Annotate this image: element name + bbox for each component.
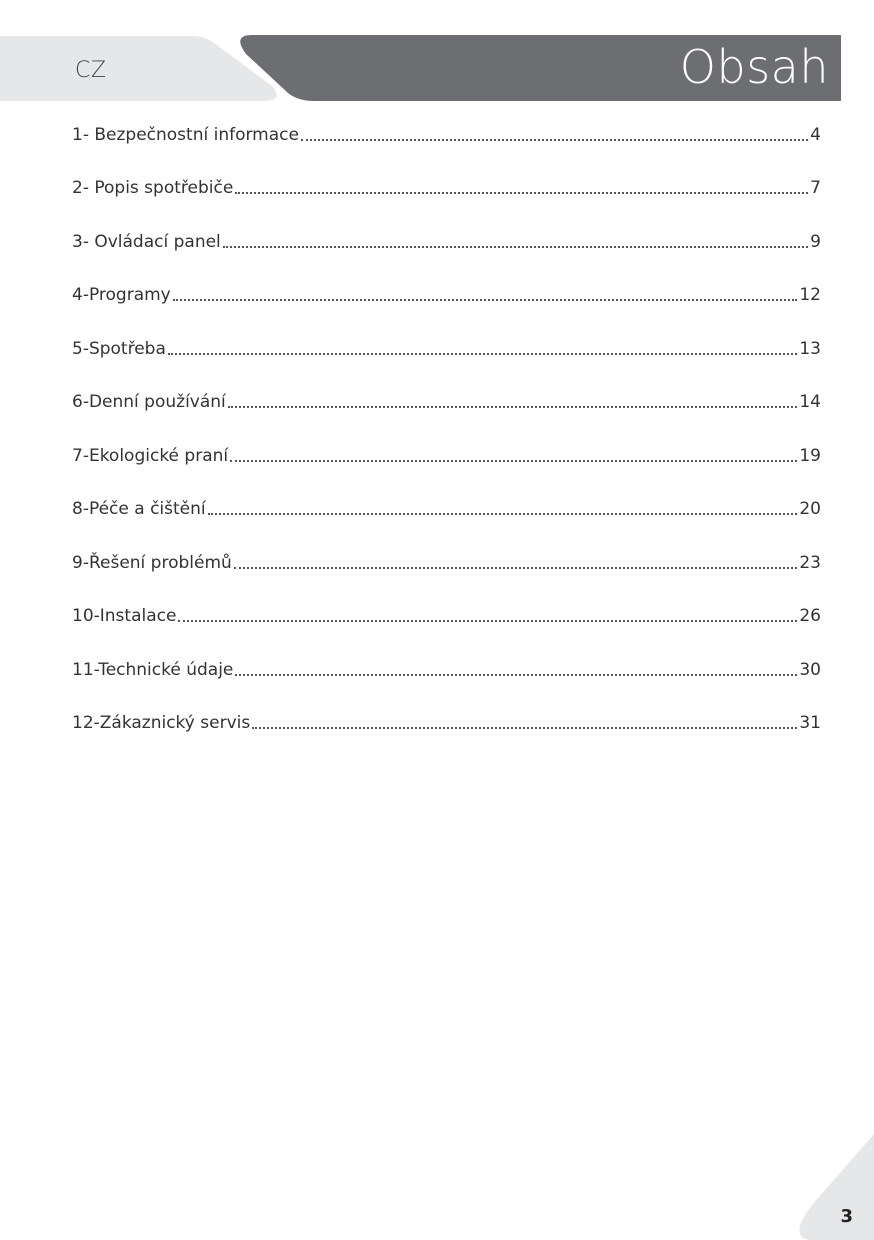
toc-entry-6[interactable]: [72, 387, 821, 441]
toc-entry-page: 13: [799, 338, 821, 359]
toc-entry-page: 26: [799, 606, 821, 626]
toc-entry-1[interactable]: [72, 119, 821, 173]
toc-entry-title: 2- Popis spotřebiče: [72, 178, 234, 198]
toc-dot-leader: [235, 192, 808, 194]
toc-entry-page: 31: [799, 713, 821, 733]
page-title: Obsah: [679, 40, 829, 94]
toc-dot-leader: [178, 620, 797, 622]
toc-entry-title: 6-Denní používání: [72, 392, 226, 412]
table-of-contents: [72, 119, 821, 761]
toc-entry-7[interactable]: [72, 440, 821, 494]
toc-entry-page: 9: [810, 231, 821, 252]
toc-entry-page: 4: [810, 124, 821, 145]
toc-entry-3[interactable]: [72, 226, 821, 280]
toc-entry-8[interactable]: [72, 494, 821, 548]
page-number: 3: [840, 1206, 853, 1227]
toc-dot-leader: [223, 246, 808, 248]
toc-entry-title: 11-Technické údaje: [72, 659, 234, 680]
toc-entry-title: 3- Ovládací panel: [72, 231, 221, 252]
toc-entry-title: 4-Programy: [72, 285, 171, 305]
toc-entry-9[interactable]: [72, 547, 821, 601]
toc-entry-title: 10-Instalace: [72, 606, 177, 626]
toc-dot-leader: [228, 406, 798, 408]
toc-entry-2[interactable]: [72, 173, 821, 227]
page-header: [0, 0, 874, 110]
toc-dot-leader: [173, 299, 798, 301]
toc-dot-leader: [234, 567, 798, 569]
toc-entry-title: 1- Bezpečnostní informace: [72, 124, 299, 145]
toc-entry-4[interactable]: [72, 280, 821, 334]
toc-dot-leader: [168, 353, 797, 355]
toc-entry-page: 14: [799, 392, 821, 412]
toc-dot-leader: [301, 139, 808, 141]
toc-entry-page: 7: [810, 178, 821, 198]
toc-entry-title: 12-Zákaznický servis: [72, 713, 251, 733]
toc-entry-page: 19: [799, 445, 821, 466]
toc-entry-page: 30: [799, 659, 821, 680]
toc-entry-title: 5-Spotřeba: [72, 338, 166, 359]
toc-entry-11[interactable]: [72, 654, 821, 708]
toc-entry-10[interactable]: [72, 601, 821, 655]
language-code: CZ: [75, 58, 107, 83]
toc-entry-5[interactable]: [72, 333, 821, 387]
toc-dot-leader: [208, 513, 798, 515]
language-tab-shape: [0, 36, 277, 101]
toc-entry-page: 12: [799, 285, 821, 305]
toc-entry-12[interactable]: [72, 708, 821, 762]
toc-dot-leader: [252, 727, 797, 729]
page-corner-shape: [794, 1134, 874, 1240]
toc-entry-title: 7-Ekologické praní: [72, 445, 229, 466]
toc-entry-page: 20: [799, 499, 821, 519]
toc-entry-page: 23: [799, 552, 821, 573]
toc-entry-title: 9-Řešení problémů: [72, 552, 232, 573]
toc-dot-leader: [230, 460, 797, 462]
toc-entry-title: 8-Péče a čištění: [72, 499, 206, 519]
toc-dot-leader: [235, 674, 797, 676]
